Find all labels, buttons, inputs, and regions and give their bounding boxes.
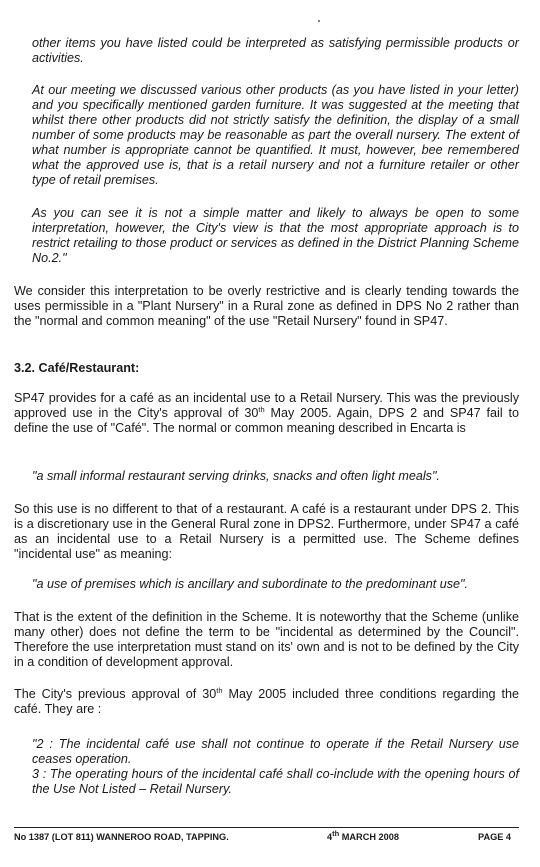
footer-page-number: PAGE 4	[478, 832, 512, 842]
paragraph-restaurant: So this use is no different to that of a restaurant. A café is a restaurant under DPS 2. This is a discretionary use in the General Rural zone in DPS2. Furthermore, under SP47 a café as an incidental use to a Retail Nursery is a permitted use. The Scheme defines "incidental use" as meaning:	[14, 502, 519, 561]
paragraph-consider: We consider this interpretation to be overly restrictive and is clearly tending towards the uses permissible in a "Plant Nursery" in a Rural zone as defined in DPS No 2 rather than the "normal and common meaning" of the use "Retail Nursery" found in SP47.	[14, 284, 519, 328]
quote-city-view: As you can see it is not a simple matter and likely to always be open to some interpretation, however, the City's view is that the most appropriate approach is to restrict retailing to those product or services as defined in the District Planning Scheme No.2."	[32, 206, 519, 265]
condition-2: "2 : The incidental café use shall not continue to operate if the Retail Nursery use ceases operation.	[32, 737, 519, 766]
footer-address: No 1387 (LOT 811) WANNEROO ROAD, TAPPING.	[14, 832, 229, 842]
paragraph-sp47: SP47 provides for a café as an incidental use to a Retail Nursery. This was the previously approved use in the City's approval of 30th May 2005. Again, DPS 2 and SP47 fail to define the use of "Café". The normal or common meaning described in Encarta is	[14, 391, 519, 435]
quote-incidental: "a use of premises which is ancillary and subordinate to the predominant use".	[32, 577, 468, 591]
condition-3: 3 : The operating hours of the incidental café shall co-include with the opening hours of the Use Not Listed – Retail Nursery.	[32, 767, 519, 796]
footer-date: 4th MARCH 2008	[327, 828, 399, 842]
scan-speck	[318, 20, 320, 22]
section-heading: 3.2. Café/Restaurant:	[14, 361, 140, 375]
quote-continuation: other items you have listed could be interpreted as satisfying permissible products or activities.	[32, 36, 519, 65]
paragraph-extent: That is the extent of the definition in the Scheme. It is noteworthy that the Scheme (unlike many other) does not define the term to be "incidental as determined by the Council". Therefore the use interpretation must stand on its' own and is not to be defined by the City in a condition of development approval.	[14, 610, 519, 669]
footer-rule	[14, 827, 519, 828]
paragraph-previous-approval: The City's previous approval of 30th May 2005 included three conditions regarding the café. They are :	[14, 685, 519, 716]
quote-meeting: At our meeting we discussed various other products (as you have listed in your letter) and you specifically mentioned garden furniture. It was suggested at the meeting that whilst there other products did not strictly satisfy the definition, the display of a small number of some products may be reasonable as part the overall nursery. The extent of what number is appropriate cannot be quantified. It must, however, bee remembered what the approved use is, that is a retail nursery and not a furniture retailer or other type of retail premises.	[32, 83, 519, 187]
quote-encarta: "a small informal restaurant serving drinks, snacks and often light meals".	[32, 469, 440, 483]
